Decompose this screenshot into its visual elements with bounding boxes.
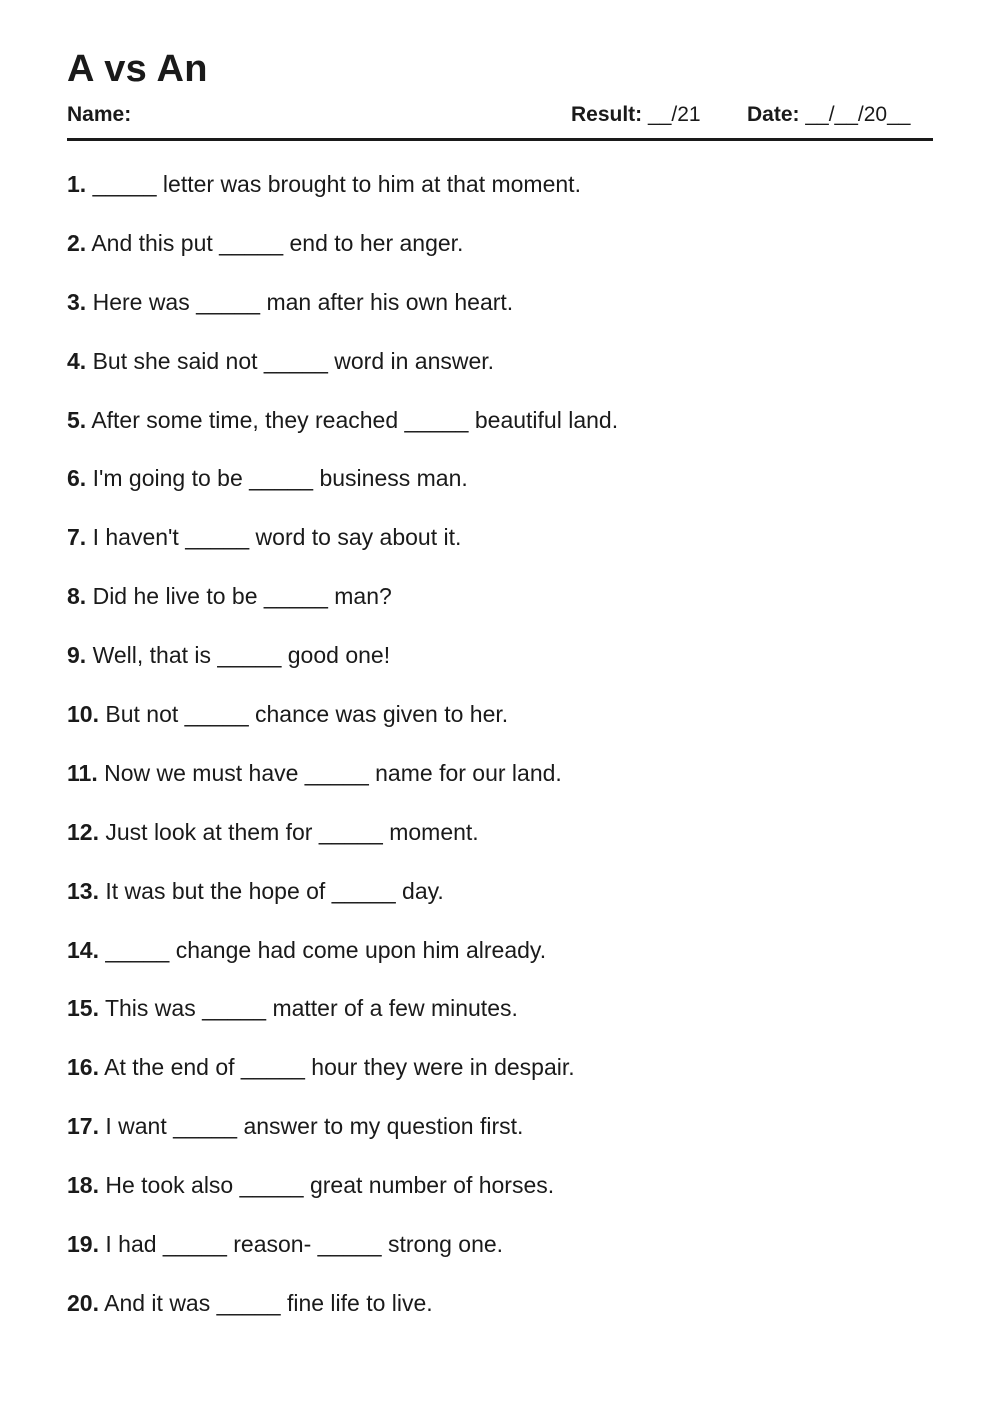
question-number: 8. xyxy=(67,583,87,610)
question-text: Just look at them for _____ moment. xyxy=(105,818,479,845)
worksheet-title: A vs An xyxy=(67,48,208,90)
question-text: _____ change had come upon him already. xyxy=(105,936,547,963)
question-text: But she said not _____ word in answer. xyxy=(92,347,495,374)
question-number: 1. xyxy=(67,171,87,197)
question-item xyxy=(67,521,933,580)
question-item xyxy=(67,992,933,1051)
question-number: 15. xyxy=(67,995,99,1022)
question-number: 9. xyxy=(67,642,87,669)
question-item xyxy=(67,168,933,227)
question-number: 11. xyxy=(67,759,98,786)
header-divider xyxy=(67,138,933,141)
date-label: Date: xyxy=(747,103,800,126)
question-number: 16. xyxy=(67,1054,99,1081)
question-text: Here was _____ man after his own heart. xyxy=(92,288,514,315)
question-item xyxy=(67,404,933,463)
worksheet-header-fields xyxy=(67,100,933,130)
question-number: 4. xyxy=(67,347,87,374)
result-label: Result: xyxy=(571,103,643,126)
question-item xyxy=(67,345,933,404)
question-text: It was but the hope of _____ day. xyxy=(105,877,444,904)
question-number: 19. xyxy=(67,1231,99,1258)
question-text: _____ letter was brought to him at that moment. xyxy=(92,171,581,197)
question-number: 20. xyxy=(67,1289,99,1316)
question-item xyxy=(67,1287,933,1346)
question-item xyxy=(67,580,933,639)
question-item xyxy=(67,698,933,757)
question-text: I haven't _____ word to say about it. xyxy=(92,524,462,551)
question-number: 2. xyxy=(67,229,87,256)
question-text: He took also _____ great number of horses. xyxy=(105,1172,555,1199)
question-text: This was _____ matter of a few minutes. xyxy=(104,995,518,1022)
question-item xyxy=(67,1051,933,1110)
question-text: I had _____ reason- _____ strong one. xyxy=(105,1231,504,1258)
question-item xyxy=(67,816,933,875)
question-text: I'm going to be _____ business man. xyxy=(92,465,468,492)
question-text: After some time, they reached _____ beautiful land. xyxy=(91,406,619,433)
question-item xyxy=(67,875,933,934)
question-text: But not _____ chance was given to her. xyxy=(105,701,509,728)
name-field xyxy=(67,100,131,130)
question-item xyxy=(67,757,933,816)
question-number: 17. xyxy=(67,1113,99,1140)
question-text: I want _____ answer to my question first. xyxy=(105,1113,524,1140)
question-text: At the end of _____ hour they were in despair. xyxy=(104,1054,575,1081)
question-list xyxy=(67,168,933,1346)
question-number: 10. xyxy=(67,701,99,728)
question-item xyxy=(67,286,933,345)
question-text: Now we must have _____ name for our land. xyxy=(104,759,562,786)
question-text: Well, that is _____ good one! xyxy=(92,642,391,669)
question-item xyxy=(67,639,933,698)
question-number: 7. xyxy=(67,524,87,551)
question-item xyxy=(67,227,933,286)
result-field xyxy=(571,100,701,130)
date-value: __/__/20__ xyxy=(805,103,911,126)
question-item xyxy=(67,1169,933,1228)
question-number: 6. xyxy=(67,465,87,492)
result-value: __/21 xyxy=(648,103,701,126)
question-text: And it was _____ fine life to live. xyxy=(104,1289,433,1316)
question-item xyxy=(67,1110,933,1169)
question-number: 18. xyxy=(67,1172,99,1199)
question-number: 12. xyxy=(67,818,99,845)
question-text: And this put _____ end to her anger. xyxy=(91,229,464,256)
question-item xyxy=(67,462,933,521)
question-number: 13. xyxy=(67,877,99,904)
date-field xyxy=(747,100,910,130)
question-number: 3. xyxy=(67,288,87,315)
question-item xyxy=(67,934,933,993)
question-item xyxy=(67,1228,933,1287)
question-number: 5. xyxy=(67,406,87,433)
question-text: Did he live to be _____ man? xyxy=(92,583,392,610)
question-number: 14. xyxy=(67,936,99,963)
name-label: Name: xyxy=(67,103,132,126)
